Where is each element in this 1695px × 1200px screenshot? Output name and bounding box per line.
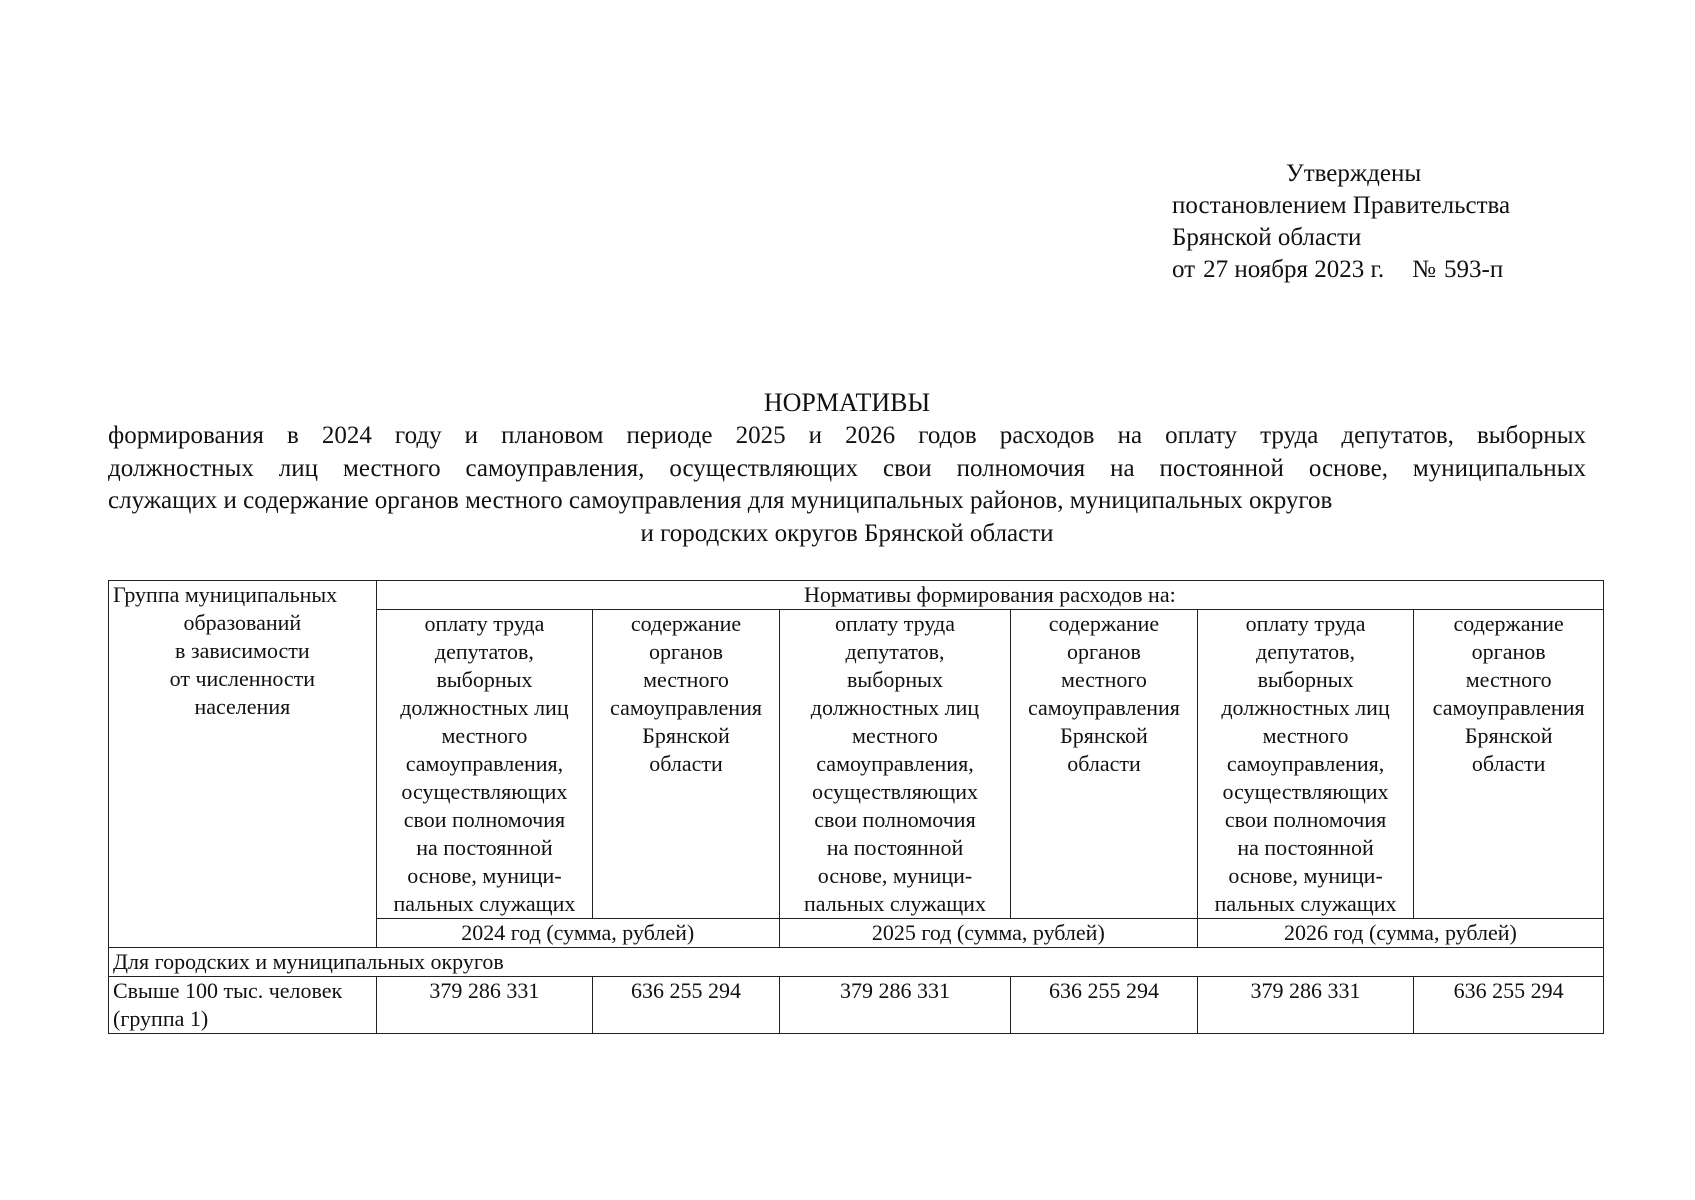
col-header-line: осуществляющих [1222, 779, 1389, 804]
col-header-line: свои полномочия [814, 807, 976, 832]
col-header-line: депутатов, [1256, 639, 1356, 664]
value-cell: 379 286 331 [376, 977, 592, 1034]
col-header-maint-2024 [593, 610, 780, 919]
approval-block [1172, 158, 1612, 286]
year-header-2024: 2024 год (сумма, рублей) [376, 919, 779, 948]
col-header-line: самоуправления [1028, 695, 1180, 720]
col-header-line: осуществляющих [811, 779, 978, 804]
main-header-cell: Нормативы формирования расходов на: [376, 581, 1603, 610]
col-header-labor-2024 [376, 610, 592, 919]
row-label-line: Свыше 100 тыс. человек [113, 978, 343, 1003]
col-header-line: пальных служащих [1214, 891, 1397, 916]
col-header-line: должностных лиц [810, 695, 980, 720]
approval-number-label: № [1412, 256, 1437, 283]
group-header-line: населения [194, 694, 291, 719]
group-header-line: Группа муниципальных [113, 582, 338, 607]
col-header-line: области [1067, 751, 1141, 776]
col-header-line: Брянской [1060, 723, 1148, 748]
col-header-line: основе, муници- [407, 863, 562, 888]
col-header-line: на постоянной [826, 835, 964, 860]
col-header-line: выборных [436, 667, 533, 692]
col-header-line: Брянской [642, 723, 730, 748]
col-header-line: самоуправления [1432, 695, 1585, 720]
col-header-line: оплату труда [424, 611, 545, 636]
approval-title: Утверждены [1286, 160, 1422, 187]
group-header-cell [109, 581, 377, 948]
value-cell: 379 286 331 [1197, 977, 1413, 1034]
approval-date-line [1172, 254, 1612, 286]
col-header-line: свои полномочия [1224, 807, 1387, 832]
year-header-2025: 2025 год (сумма, рублей) [779, 919, 1197, 948]
section-row [109, 948, 1604, 977]
value-cell: 636 255 294 [593, 977, 780, 1034]
subtitle-line: должностных лиц местного самоуправления, осуществляющих свои полномочия на постоянной основе, муниципальных [108, 454, 1586, 482]
row-label-line: (группа 1) [113, 1006, 209, 1031]
col-header-line: основе, муници- [817, 863, 973, 888]
col-header-line: должностных лиц [1221, 695, 1390, 720]
header-row-1 [109, 581, 1604, 610]
document-subtitle [108, 420, 1586, 550]
col-header-line: содержание [1048, 611, 1160, 636]
col-header-line: местного [1465, 667, 1552, 692]
col-header-line: пальных служащих [804, 891, 986, 916]
subtitle-line: формирования в 2024 году и плановом периоде 2025 и 2026 годов расходов на оплату труда депутатов, выборных [108, 422, 1586, 449]
col-header-line: местного [643, 667, 729, 692]
col-header-line: на постоянной [416, 835, 553, 860]
value-cell: 636 255 294 [1011, 977, 1198, 1034]
group-header-line: образований [183, 610, 302, 635]
col-header-line: на постоянной [1237, 835, 1374, 860]
col-header-line: области [649, 751, 723, 776]
col-header-line: выборных [847, 667, 943, 692]
col-header-line: органов [1067, 639, 1141, 664]
table-row [109, 977, 1604, 1034]
col-header-line: осуществляющих [401, 779, 568, 804]
subtitle-line: служащих и содержание органов местного самоуправления для муниципальных районов, муниципальных округов [108, 487, 1333, 514]
col-header-labor-2026 [1197, 610, 1413, 919]
col-header-line: органов [649, 639, 723, 664]
col-header-line: содержание [1453, 611, 1564, 636]
col-header-line: свои полномочия [403, 807, 566, 832]
approval-date: 27 ноября 2023 г. [1203, 256, 1385, 283]
col-header-line: оплату труда [835, 611, 955, 636]
subtitle-line: и городских округов Брянской области [640, 519, 1054, 547]
col-header-line: депутатов, [845, 639, 945, 664]
norms-table [108, 580, 1604, 1034]
col-header-line: органов [1471, 639, 1546, 664]
approval-number: 593-п [1444, 256, 1504, 283]
col-header-labor-2025 [779, 610, 1010, 919]
col-header-line: оплату труда [1245, 611, 1366, 636]
value-cell: 636 255 294 [1414, 977, 1604, 1034]
col-header-line: выборных [1257, 667, 1354, 692]
col-header-line: местного [441, 723, 528, 748]
document-title: НОРМАТИВЫ [763, 388, 931, 417]
approval-issuer: постановлением Правительства [1172, 192, 1511, 219]
approval-region: Брянской области [1172, 224, 1362, 251]
col-header-line: содержание [630, 611, 742, 636]
row-label [109, 977, 377, 1034]
col-header-maint-2025 [1011, 610, 1198, 919]
col-header-line: местного [852, 723, 938, 748]
col-header-line: Брянской [1464, 723, 1553, 748]
col-header-line: должностных лиц [400, 695, 569, 720]
col-header-line: местного [1262, 723, 1349, 748]
col-header-line: самоуправления, [1226, 751, 1385, 776]
col-header-line: пальных служащих [393, 891, 576, 916]
col-header-maint-2026 [1414, 610, 1604, 919]
col-header-line: депутатов, [434, 639, 534, 664]
col-header-line: самоуправления, [816, 751, 974, 776]
approval-date-prefix: от [1172, 256, 1196, 283]
col-header-line: самоуправления, [405, 751, 564, 776]
col-header-line: области [1471, 751, 1546, 776]
group-header-line: в зависимости [175, 638, 310, 663]
col-header-line: основе, муници- [1228, 863, 1383, 888]
col-header-line: самоуправления [610, 695, 762, 720]
group-header-line: от численности [169, 666, 316, 691]
section-label: Для городских и муниципальных округов [109, 948, 1604, 977]
col-header-line: местного [1061, 667, 1147, 692]
year-header-2026: 2026 год (сумма, рублей) [1197, 919, 1603, 948]
value-cell: 379 286 331 [779, 977, 1010, 1034]
